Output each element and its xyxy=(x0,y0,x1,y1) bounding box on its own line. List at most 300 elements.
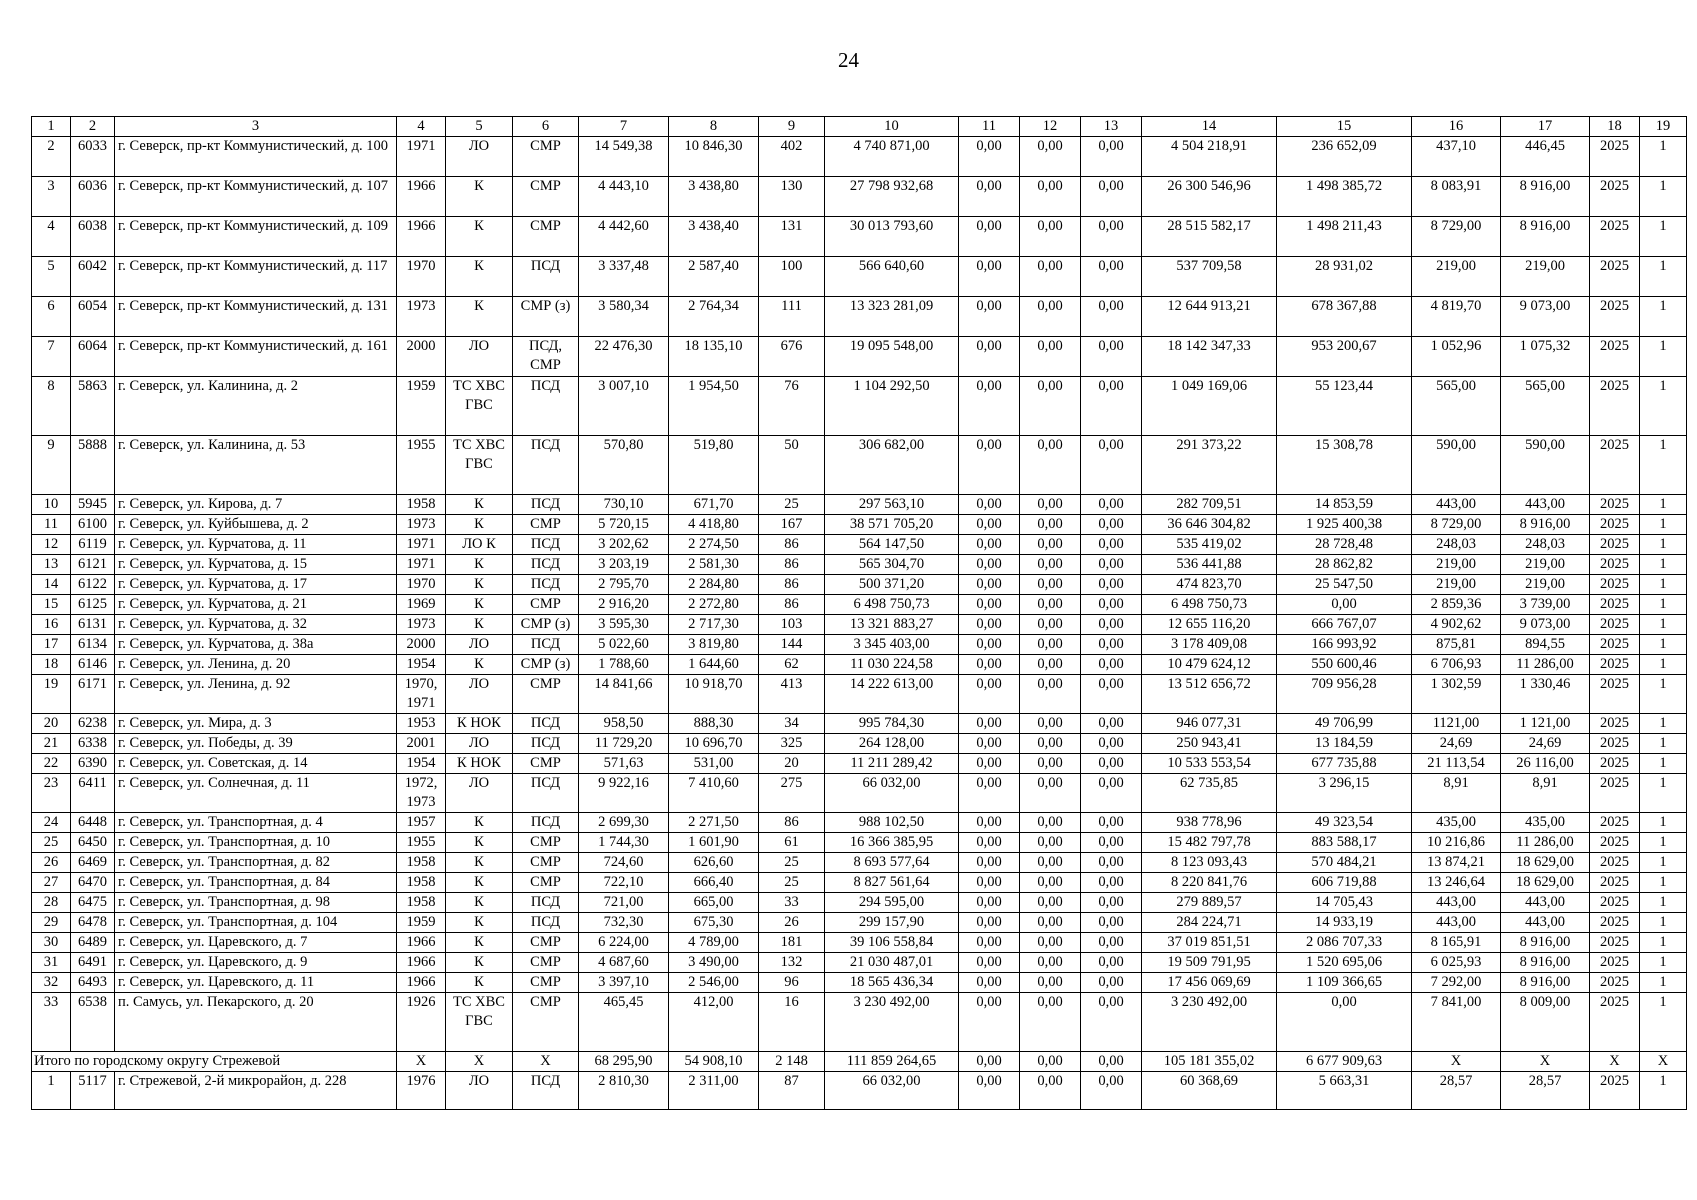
table-row xyxy=(32,1072,1687,1110)
column-number-cell: 15 xyxy=(1277,117,1412,137)
table-cell: СМР (з) xyxy=(513,655,579,675)
table-cell: К xyxy=(446,297,513,337)
table-cell: 9 922,16 xyxy=(579,774,669,813)
table-cell: 938 778,96 xyxy=(1142,813,1277,833)
table-row xyxy=(32,655,1687,675)
table-row xyxy=(32,555,1687,575)
table-cell: г. Северск, пр-кт Коммунистический, д. 161 xyxy=(115,337,397,377)
table-cell: 1966 xyxy=(397,933,446,953)
total-label: Итого по городскому округу Стрежевой xyxy=(32,1052,397,1072)
table-row xyxy=(32,177,1687,217)
table-row xyxy=(32,833,1687,853)
table-cell: 1958 xyxy=(397,495,446,515)
table-row xyxy=(32,515,1687,535)
total-cell: X xyxy=(397,1052,446,1072)
table-cell: 11 211 289,42 xyxy=(825,754,959,774)
column-number-cell: 1 xyxy=(32,117,71,137)
table-cell: 19 095 548,00 xyxy=(825,337,959,377)
total-cell: X xyxy=(1640,1052,1687,1072)
table-cell: 5 022,60 xyxy=(579,635,669,655)
table-cell: 1971 xyxy=(397,137,446,177)
table-cell: 100 xyxy=(759,257,825,297)
table-cell: 0,00 xyxy=(1020,495,1081,515)
table-cell: 2025 xyxy=(1590,377,1640,436)
table-cell: 1973 xyxy=(397,297,446,337)
table-cell: 32 xyxy=(32,973,71,993)
table-cell: 1958 xyxy=(397,853,446,873)
table-cell: 0,00 xyxy=(1020,137,1081,177)
table-cell: 11 286,00 xyxy=(1501,833,1590,853)
table-cell: 10 696,70 xyxy=(669,734,759,754)
table-cell: 0,00 xyxy=(1081,993,1142,1052)
table-cell: 0,00 xyxy=(1020,833,1081,853)
table-cell: 86 xyxy=(759,595,825,615)
table-cell: 1957 xyxy=(397,813,446,833)
table-cell: 0,00 xyxy=(1081,535,1142,555)
table-cell: 606 719,88 xyxy=(1277,873,1412,893)
table-cell: 6448 xyxy=(71,813,115,833)
table-cell: 20 xyxy=(759,754,825,774)
table-cell: 1 788,60 xyxy=(579,655,669,675)
table-cell: 0,00 xyxy=(1081,436,1142,495)
table-cell: 2000 xyxy=(397,635,446,655)
table-cell: 11 729,20 xyxy=(579,734,669,754)
table-cell: 402 xyxy=(759,137,825,177)
table-cell: 2025 xyxy=(1590,555,1640,575)
table-cell: г. Северск, ул. Кирова, д. 7 xyxy=(115,495,397,515)
table-cell: 6 706,93 xyxy=(1412,655,1501,675)
table-cell: ЛО xyxy=(446,337,513,377)
column-number-cell: 17 xyxy=(1501,117,1590,137)
table-cell: 279 889,57 xyxy=(1142,893,1277,913)
table-cell: СМР (з) xyxy=(513,615,579,635)
table-cell: 8 729,00 xyxy=(1412,217,1501,257)
table-cell: 4 819,70 xyxy=(1412,297,1501,337)
table-cell: 0,00 xyxy=(1020,675,1081,714)
table-cell: г. Северск, ул. Царевского, д. 11 xyxy=(115,973,397,993)
table-cell: 1 xyxy=(1640,436,1687,495)
table-cell: 3 345 403,00 xyxy=(825,635,959,655)
table-cell: 0,00 xyxy=(959,873,1020,893)
table-cell: 1970 xyxy=(397,575,446,595)
table-cell: 1 601,90 xyxy=(669,833,759,853)
table-cell: 2 587,40 xyxy=(669,257,759,297)
table-cell: 8 220 841,76 xyxy=(1142,873,1277,893)
column-number-cell: 18 xyxy=(1590,117,1640,137)
table-cell: СМР xyxy=(513,595,579,615)
total-cell: X xyxy=(513,1052,579,1072)
table-cell: 2025 xyxy=(1590,873,1640,893)
table-cell: 678 367,88 xyxy=(1277,297,1412,337)
table-cell: 1973 xyxy=(397,515,446,535)
table-cell: 0,00 xyxy=(1020,297,1081,337)
table-cell: 1 xyxy=(1640,774,1687,813)
table-cell: 2025 xyxy=(1590,933,1640,953)
table-cell: 1 xyxy=(1640,675,1687,714)
table-cell: 2025 xyxy=(1590,655,1640,675)
column-number-cell: 11 xyxy=(959,117,1020,137)
table-cell: 2 546,00 xyxy=(669,973,759,993)
table-cell: 0,00 xyxy=(1081,754,1142,774)
table-cell: 0,00 xyxy=(1020,813,1081,833)
table-cell: 1971 xyxy=(397,535,446,555)
table-cell: 6538 xyxy=(71,993,115,1052)
table-cell: 28 xyxy=(32,893,71,913)
table-cell: г. Северск, пр-кт Коммунистический, д. 117 xyxy=(115,257,397,297)
table-cell: 2025 xyxy=(1590,615,1640,635)
table-cell: 0,00 xyxy=(959,337,1020,377)
column-number-cell: 14 xyxy=(1142,117,1277,137)
table-cell: 14 222 613,00 xyxy=(825,675,959,714)
table-cell: 7 xyxy=(32,337,71,377)
table-cell: 566 640,60 xyxy=(825,257,959,297)
table-cell: 17 456 069,69 xyxy=(1142,973,1277,993)
table-cell: 6411 xyxy=(71,774,115,813)
table-cell: ЛО xyxy=(446,774,513,813)
table-cell: 6390 xyxy=(71,754,115,774)
table-cell: 6475 xyxy=(71,893,115,913)
table-cell: 111 xyxy=(759,297,825,337)
table-cell: 3 230 492,00 xyxy=(825,993,959,1052)
table-cell: г. Северск, ул. Транспортная, д. 104 xyxy=(115,913,397,933)
table-cell: 6493 xyxy=(71,973,115,993)
table-row xyxy=(32,953,1687,973)
table-cell: 6478 xyxy=(71,913,115,933)
table-cell: 0,00 xyxy=(959,436,1020,495)
table-cell: г. Северск, ул. Транспортная, д. 98 xyxy=(115,893,397,913)
table-cell: К xyxy=(446,833,513,853)
table-cell: ТС ХВС ГВС xyxy=(446,377,513,436)
table-cell: г. Северск, ул. Царевского, д. 9 xyxy=(115,953,397,973)
table-cell: 62 xyxy=(759,655,825,675)
table-cell: 1959 xyxy=(397,913,446,933)
table-cell: 0,00 xyxy=(1081,734,1142,754)
table-cell: 1 498 211,43 xyxy=(1277,217,1412,257)
table-cell: 18 629,00 xyxy=(1501,873,1590,893)
table-cell: 7 410,60 xyxy=(669,774,759,813)
table-cell: 0,00 xyxy=(959,515,1020,535)
table-cell: 26 116,00 xyxy=(1501,754,1590,774)
table-cell: ПСД xyxy=(513,575,579,595)
table-row xyxy=(32,893,1687,913)
table-cell: 167 xyxy=(759,515,825,535)
table-cell: 946 077,31 xyxy=(1142,714,1277,734)
table-cell: 1 xyxy=(1640,953,1687,973)
table-row xyxy=(32,436,1687,495)
table-cell: 0,00 xyxy=(1020,575,1081,595)
table-cell: 0,00 xyxy=(1020,337,1081,377)
table-cell: 14 853,59 xyxy=(1277,495,1412,515)
table-cell: 0,00 xyxy=(1020,873,1081,893)
table-row xyxy=(32,635,1687,655)
column-number-cell: 2 xyxy=(71,117,115,137)
table-cell: 49 706,99 xyxy=(1277,714,1412,734)
table-cell: 3 739,00 xyxy=(1501,595,1590,615)
table-cell: СМР xyxy=(513,873,579,893)
table-cell: 435,00 xyxy=(1501,813,1590,833)
table-cell: К xyxy=(446,933,513,953)
table-cell: 443,00 xyxy=(1501,495,1590,515)
table-cell: 6338 xyxy=(71,734,115,754)
column-number-cell: 10 xyxy=(825,117,959,137)
table-row xyxy=(32,714,1687,734)
table-cell: 0,00 xyxy=(959,993,1020,1052)
table-cell: 722,10 xyxy=(579,873,669,893)
table-cell: К xyxy=(446,495,513,515)
table-cell: 564 147,50 xyxy=(825,535,959,555)
table-cell: 2025 xyxy=(1590,337,1640,377)
table-cell: 3 xyxy=(32,177,71,217)
table-cell: 20 xyxy=(32,714,71,734)
table-cell: 3 595,30 xyxy=(579,615,669,635)
table-cell: 2025 xyxy=(1590,1072,1640,1110)
table-cell: 0,00 xyxy=(1020,257,1081,297)
table-cell: 0,00 xyxy=(1020,993,1081,1052)
table-cell: 1 xyxy=(1640,973,1687,993)
table-cell: 14 705,43 xyxy=(1277,893,1412,913)
table-cell: 0,00 xyxy=(959,893,1020,913)
table-cell: 443,00 xyxy=(1412,495,1501,515)
table-cell: г. Северск, ул. Транспортная, д. 82 xyxy=(115,853,397,873)
table-cell: 30 xyxy=(32,933,71,953)
table-cell: 31 xyxy=(32,953,71,973)
table-cell: 6042 xyxy=(71,257,115,297)
table-cell: 10 918,70 xyxy=(669,675,759,714)
table-cell: 1 xyxy=(1640,615,1687,635)
table-cell: К xyxy=(446,813,513,833)
table-row xyxy=(32,933,1687,953)
table-cell: 18 565 436,34 xyxy=(825,973,959,993)
table-cell: 325 xyxy=(759,734,825,754)
table-cell: 8 827 561,64 xyxy=(825,873,959,893)
table-cell: 13 512 656,72 xyxy=(1142,675,1277,714)
table-cell: 474 823,70 xyxy=(1142,575,1277,595)
total-row xyxy=(32,1052,1687,1072)
total-cell: 0,00 xyxy=(1081,1052,1142,1072)
table-cell: ПСД xyxy=(513,813,579,833)
table-cell: 0,00 xyxy=(1020,595,1081,615)
table-cell: 0,00 xyxy=(1081,555,1142,575)
table-cell: 6470 xyxy=(71,873,115,893)
table-cell: 1966 xyxy=(397,973,446,993)
table-cell: 166 993,92 xyxy=(1277,635,1412,655)
table-cell: СМР xyxy=(513,515,579,535)
table-cell: 958,50 xyxy=(579,714,669,734)
table-cell: 2025 xyxy=(1590,575,1640,595)
table-cell: 3 438,40 xyxy=(669,217,759,257)
table-cell: 1970 xyxy=(397,257,446,297)
table-cell: 550 600,46 xyxy=(1277,655,1412,675)
table-cell: 27 xyxy=(32,873,71,893)
table-cell: 0,00 xyxy=(1081,913,1142,933)
table-cell: 2001 xyxy=(397,734,446,754)
table-cell: 1972, 1973 xyxy=(397,774,446,813)
table-cell: 28 931,02 xyxy=(1277,257,1412,297)
table-cell: ПСД xyxy=(513,555,579,575)
table-cell: 10 216,86 xyxy=(1412,833,1501,853)
table-cell: 4 789,00 xyxy=(669,933,759,953)
table-cell: 2025 xyxy=(1590,535,1640,555)
table-cell: 1 xyxy=(1640,734,1687,754)
table-cell: 297 563,10 xyxy=(825,495,959,515)
table-cell: 2 795,70 xyxy=(579,575,669,595)
table-cell: 1969 xyxy=(397,595,446,615)
table-cell: 0,00 xyxy=(959,217,1020,257)
table-cell: К xyxy=(446,575,513,595)
table-cell: 0,00 xyxy=(1081,933,1142,953)
table-cell: К НОК xyxy=(446,754,513,774)
table-cell: 2025 xyxy=(1590,714,1640,734)
column-number-cell: 4 xyxy=(397,117,446,137)
table-cell: 1926 xyxy=(397,993,446,1052)
table-cell: ТС ХВС ГВС xyxy=(446,993,513,1052)
table-cell: 24,69 xyxy=(1412,734,1501,754)
table-cell: 1 xyxy=(1640,257,1687,297)
table-cell: 4 442,60 xyxy=(579,217,669,257)
column-number-cell: 13 xyxy=(1081,117,1142,137)
table-cell: 883 588,17 xyxy=(1277,833,1412,853)
table-cell: 443,00 xyxy=(1501,913,1590,933)
table-cell: 665,00 xyxy=(669,893,759,913)
table-cell: 2025 xyxy=(1590,813,1640,833)
table-cell: 12 644 913,21 xyxy=(1142,297,1277,337)
table-cell: 2025 xyxy=(1590,595,1640,615)
table-cell: 565,00 xyxy=(1412,377,1501,436)
table-cell: 19 509 791,95 xyxy=(1142,953,1277,973)
table-cell: 2 086 707,33 xyxy=(1277,933,1412,953)
table-cell: г. Северск, ул. Курчатова, д. 32 xyxy=(115,615,397,635)
table-cell: 2025 xyxy=(1590,893,1640,913)
table-cell: 1966 xyxy=(397,953,446,973)
table-cell: 4 687,60 xyxy=(579,953,669,973)
table-cell: 2025 xyxy=(1590,833,1640,853)
table-cell: 30 013 793,60 xyxy=(825,217,959,257)
table-cell: 0,00 xyxy=(1081,615,1142,635)
table-cell: 7 292,00 xyxy=(1412,973,1501,993)
table-cell: 1 644,60 xyxy=(669,655,759,675)
table-cell: 6171 xyxy=(71,675,115,714)
table-cell: 412,00 xyxy=(669,993,759,1052)
table-cell: 413 xyxy=(759,675,825,714)
table-cell: К xyxy=(446,595,513,615)
table-cell: 21 113,54 xyxy=(1412,754,1501,774)
table-row xyxy=(32,913,1687,933)
table-cell: 25 xyxy=(759,495,825,515)
table-cell: 15 xyxy=(32,595,71,615)
table-cell: 8 916,00 xyxy=(1501,933,1590,953)
table-cell: 3 203,19 xyxy=(579,555,669,575)
table-cell: 0,00 xyxy=(1020,515,1081,535)
table-cell: г. Стрежевой, 2-й микрорайон, д. 228 xyxy=(115,1072,397,1110)
table-cell: 721,00 xyxy=(579,893,669,913)
table-cell: ЛО xyxy=(446,734,513,754)
table-cell: 21 030 487,01 xyxy=(825,953,959,973)
table-cell: 0,00 xyxy=(1020,655,1081,675)
table-cell: 5 720,15 xyxy=(579,515,669,535)
table-cell: 1958 xyxy=(397,873,446,893)
table-cell: ПСД xyxy=(513,377,579,436)
table-cell: 724,60 xyxy=(579,853,669,873)
table-cell: 2025 xyxy=(1590,754,1640,774)
table-cell: 1 xyxy=(1640,933,1687,953)
column-number-cell: 5 xyxy=(446,117,513,137)
table-cell: 6 498 750,73 xyxy=(1142,595,1277,615)
column-number-cell: 3 xyxy=(115,117,397,137)
table-cell: 0,00 xyxy=(959,575,1020,595)
table-cell: 86 xyxy=(759,555,825,575)
table-cell: 4 504 218,91 xyxy=(1142,137,1277,177)
table-cell: 1 xyxy=(1640,655,1687,675)
table-cell: 1 xyxy=(1640,913,1687,933)
column-number-cell: 6 xyxy=(513,117,579,137)
table-cell: 3 230 492,00 xyxy=(1142,993,1277,1052)
table-cell: 0,00 xyxy=(1020,853,1081,873)
table-cell: 6 xyxy=(32,297,71,337)
table-cell: 132 xyxy=(759,953,825,973)
table-cell: 1 xyxy=(1640,635,1687,655)
table-cell: 0,00 xyxy=(959,495,1020,515)
table-cell: 11 030 224,58 xyxy=(825,655,959,675)
table-cell: 0,00 xyxy=(959,913,1020,933)
table-cell: К xyxy=(446,873,513,893)
table-cell: 1 744,30 xyxy=(579,833,669,853)
table-cell: 2025 xyxy=(1590,137,1640,177)
table-cell: 61 xyxy=(759,833,825,853)
table-cell: 2025 xyxy=(1590,913,1640,933)
table-cell: 4 902,62 xyxy=(1412,615,1501,635)
table-cell: г. Северск, ул. Куйбышева, д. 2 xyxy=(115,515,397,535)
table-cell: ПСД, СМР xyxy=(513,337,579,377)
table-cell: К xyxy=(446,913,513,933)
table-cell: 3 007,10 xyxy=(579,377,669,436)
table-cell: 4 740 871,00 xyxy=(825,137,959,177)
table-cell: 2 859,36 xyxy=(1412,595,1501,615)
table-row xyxy=(32,257,1687,297)
total-cell: 54 908,10 xyxy=(669,1052,759,1072)
table-cell: 33 xyxy=(759,893,825,913)
table-cell: 3 296,15 xyxy=(1277,774,1412,813)
table-cell: 0,00 xyxy=(1081,257,1142,297)
column-number-cell: 9 xyxy=(759,117,825,137)
table-cell: 23 xyxy=(32,774,71,813)
table-row xyxy=(32,813,1687,833)
table-cell: 1 xyxy=(1640,495,1687,515)
table-cell: 0,00 xyxy=(1081,714,1142,734)
table-cell: 2025 xyxy=(1590,515,1640,535)
table-cell: 1 xyxy=(1640,217,1687,257)
table-cell: СМР xyxy=(513,675,579,714)
table-row xyxy=(32,675,1687,714)
table-cell: 888,30 xyxy=(669,714,759,734)
table-cell: 0,00 xyxy=(1081,853,1142,873)
table-row xyxy=(32,774,1687,813)
table-cell: ПСД xyxy=(513,535,579,555)
column-number-cell: 16 xyxy=(1412,117,1501,137)
table-cell: 8 083,91 xyxy=(1412,177,1501,217)
table-cell: ЛО xyxy=(446,1072,513,1110)
table-cell: 86 xyxy=(759,813,825,833)
table-cell: К xyxy=(446,893,513,913)
table-cell: 1 xyxy=(1640,853,1687,873)
table-cell: 0,00 xyxy=(959,734,1020,754)
table-cell: 0,00 xyxy=(959,754,1020,774)
table-cell: 3 438,80 xyxy=(669,177,759,217)
table-cell: 3 819,80 xyxy=(669,635,759,655)
table-cell: 36 646 304,82 xyxy=(1142,515,1277,535)
table-cell: 50 xyxy=(759,436,825,495)
total-cell: X xyxy=(1590,1052,1640,1072)
table-cell: 0,00 xyxy=(1020,217,1081,257)
